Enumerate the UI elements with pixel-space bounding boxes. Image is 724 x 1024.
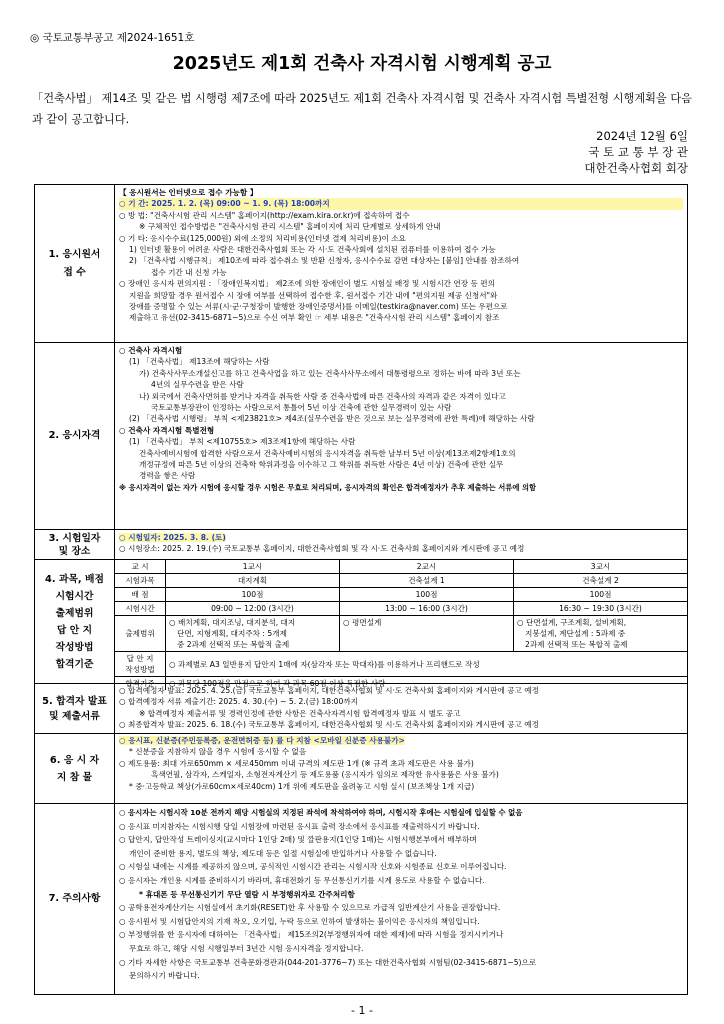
label-line: 합격기준 (55, 658, 94, 670)
line: 제출하고 유선(02-3415-6871~5)으로 수신 여부 확인 ☞ 세부 내용은 "건축사시험 관리 시스템" 홈페이지 참조 (129, 313, 500, 323)
line: 1) 인터넷 활용이 어려운 사람은 대한건축사협회 또는 각 시·도 건축사회에 설치된 컴퓨터를 이용하여 접수 가능 (129, 245, 496, 255)
range-line: 지붕설계, 계단설계 : 5과제 중 (525, 629, 626, 638)
line: 경력을 쌓은 사람 (139, 471, 196, 481)
line: ○ 응시표 미지참자는 시험시행 당일 시험장에 마련된 응시표 출력 장소에서 응시표를 재출력하시기 바랍니다. (119, 821, 480, 831)
line: 지원을 희망할 경우 원서접수 시 장애 여부를 선택하여 접수한 후, 원서접수 기간 내에 "편의지원 제공 신청서"와 (129, 290, 498, 300)
label-line: 접 수 (63, 266, 86, 278)
line: ○ 건축사 자격시험 특별전형 (119, 425, 215, 435)
section-label (35, 530, 115, 559)
line: 【 응시원서는 인터넷으로 접수 가능함 】 (119, 188, 258, 197)
col-2: 2교시 (339, 560, 513, 573)
line: ○ 응시자는 시험시작 10분 전까지 해당 시험실의 지정된 좌석에 착석하여야 하며, 시험시작 후에는 시험실에 입실할 수 없음 (119, 808, 523, 817)
label-line: 5. 합격자 발표 (42, 695, 107, 707)
id-required-text: ○ 응시표, 신분증(주민등록증, 운전면허증 등) 를 다 지참 <모바일 신분증 사용불가> (119, 736, 405, 745)
line: ○ 응시원서 및 시험답안지의 기재 착오, 오기입, 누락 등으로 인하여 발생하는 불이익은 응시자의 책임입니다. (119, 916, 480, 926)
subject-3: 건축설계 2 (513, 573, 687, 587)
subject-grid (115, 560, 687, 688)
exam-plan-table (34, 184, 688, 995)
section-label (35, 684, 115, 733)
eligibility-warning: ※ 응시자격이 없는 자가 시험에 응시할 경우 시험은 무효로 처리되며, 응시자격의 확인은 합격예정자가 추후 제출하는 서류에 의함 (119, 482, 537, 492)
line: * 중·고등학교 책상(가로60cm×세로40cm) 1개 위에 제도판을 올려놓고 시험 실시 (보조책상 1개 지급) (129, 781, 475, 791)
line: 문의하시기 바랍니다. (129, 971, 200, 981)
section-announcement (35, 683, 687, 733)
page-title: 2025년도 제1회 건축사 자격시험 시행계획 공고 (172, 54, 552, 74)
line: ○ 공학용전자계산기는 시험실에서 초기화(RESET)한 후 사용할 수 있으므로 가급적 일반계산기 사용을 권장합니다. (119, 903, 501, 913)
time-3: 16:30 ~ 19:30 (3시간) (513, 601, 687, 615)
label-line: 및 장소 (58, 545, 91, 557)
label-line: 4. 과목, 배점 (45, 573, 104, 585)
time-2: 13:00 ~ 16:00 (3시간) (339, 601, 513, 615)
line: ○ 답안지, 답안작성 트레이싱지(교시마다 1인당 2매) 및 깔판용지(1인당 1매)는 시험시행본부에서 배부하며 (119, 835, 477, 845)
line: 4년의 실무수련을 받은 사람 (151, 380, 244, 390)
label-line: 작성방법 (55, 641, 94, 653)
col-3: 3교시 (513, 560, 687, 573)
application-period: ○ 기 간: 2025. 1. 2. (목) 09:00 ~ 1. 9. (목) 18:00까지 (119, 198, 683, 209)
page-number: - 1 - (351, 1004, 373, 1017)
range-line: ○ 배치계획, 대지조닝, 대지분석, 대지 (169, 618, 296, 627)
line: 2) 「건축사법 시행규칙」 제10조에 따라 접수취소 및 반환 신청자, 응시수수료 감면 대상자는 [붙임] 안내를 참조하여 (129, 256, 520, 266)
label-line: 3. 시험일자 (48, 532, 101, 544)
section-label (35, 734, 115, 803)
time-1: 09:00 ~ 12:00 (3시간) (165, 601, 339, 615)
issuer-association: 대한건축사협회 회장 (584, 161, 688, 175)
line: 개정규정에 따른 5년 이상의 건축학 학위과정을 이수하고 그 학위를 취득한 사람은 4년 이상) 건축에 관한 실무 (139, 460, 504, 470)
header-score: 배 점 (115, 587, 165, 601)
line: 나) 외국에서 건축사면허를 받거나 자격을 취득한 사람 중 건축사법에 따른 건축사의 자격과 같은 자격이 있다고 (139, 391, 506, 401)
label-line: 지 참 물 (56, 771, 93, 783)
answer-label-line: 작성방법 (125, 665, 155, 674)
line: ○ 기 타: 응시수수료(125,000원) 외에 소정의 처리비용(인터넷 결제 처리비용)이 소요 (119, 233, 406, 243)
header-answer (115, 651, 165, 676)
section-items (35, 733, 687, 803)
label-line: 6. 응 시 자 (49, 754, 100, 766)
score-1: 100점 (165, 587, 339, 601)
line: ○ 건축사 자격시험 (119, 346, 183, 355)
range-3 (513, 615, 687, 651)
exam-date-text: ○ 시험일자: 2025. 3. 8. (토) (119, 533, 226, 542)
header-range: 출제범위 (115, 615, 165, 651)
score-3: 100점 (513, 587, 687, 601)
notice-number: ◎ 국토교통부공고 제2024-1651호 (30, 32, 195, 44)
header-time: 시험시간 (115, 601, 165, 615)
section-content (115, 734, 687, 803)
label-line: 시험시간 (55, 590, 94, 602)
section-label (35, 560, 115, 683)
line: ○ 시험장소: 2025. 2. 19.(수) 국토교통부 홈페이지, 대한건축사협회 및 각 시·도 건축사회 홈페이지와 게시판에 공고 예정 (119, 544, 525, 554)
subject-1: 대지계획 (165, 573, 339, 587)
line: 무효로 하고, 해당 시험 시행일부터 3년간 시험 응시자격을 정지합니다. (129, 943, 364, 953)
range-line: 중 2과제 선택적 또는 복합적 출제 (177, 640, 290, 649)
range-line: 2과제 선택적 또는 복합적 출제 (525, 640, 628, 649)
header-subject: 시험과목 (115, 573, 165, 587)
line: ※ 합격예정자 제출서류 및 경력인정에 관한 사항은 건축사자격시험 합격예정자 발표 시 별도 공고 (139, 708, 461, 718)
section-content (115, 185, 687, 342)
range-line: ○ 평면설계 (343, 618, 382, 627)
intro-paragraph: 「건축사법」 제14조 및 같은 법 시행령 제7조에 따라 2025년도 제1회 건축사 자격시험 및 건축사 자격시험 특별전형 시행계획을 다음과 같이 공고합니다. (32, 92, 692, 126)
label-line: 답 안 지 (56, 624, 93, 636)
line: * 신분증을 지참하지 않을 경우 시험에 응시할 수 없음 (129, 747, 307, 757)
section-application (35, 185, 687, 342)
section-eligibility (35, 342, 687, 529)
line: 가) 건축사사무소개설신고를 하고 건축사업을 하고 있는 건축사사무소에서 대통령령으로 정하는 바에 따라 3년 또는 (139, 368, 521, 378)
issuer-ministry: 국 토 교 통 부 장 관 (588, 145, 688, 159)
answer-label-line: 답 안 지 (126, 654, 154, 663)
range-1 (165, 615, 339, 651)
line: ○ 합격예정자 발표: 2025. 4. 25.(금) 국토교통부 홈페이지, 대한건축사협회 및 시·도 건축사회 홈페이지와 게시판에 공고 예정 (119, 686, 539, 695)
id-required (119, 735, 683, 746)
issue-block (584, 128, 688, 176)
section-label (35, 185, 115, 342)
line: 접수 기간 내 신청 가능 (151, 267, 227, 277)
line: ○ 기타 자세한 사항은 국토교통부 건축문화경관과(044-201-3776~7) 또는 대한건축사협회 시험팀(02-3415-6871~5)으로 (119, 957, 537, 967)
line: (1) 「건축사법」 제13조에 해당하는 사람 (129, 357, 270, 367)
line: ○ 응시자는 개인용 시계를 준비하시기 바라며, 휴대전화기 등 무선통신기기를 시계 용도로 사용할 수 없습니다. (119, 875, 485, 885)
section-exam-date (35, 529, 687, 559)
score-2: 100점 (339, 587, 513, 601)
section-content (115, 343, 687, 529)
line: ○ 부정행위를 한 응시자에 대하여는 「건축사법」 제15조의2(부정행위자에 대한 제재)에 따라 시험을 정지시키거나 (119, 930, 504, 940)
label-line: 출제범위 (55, 607, 94, 619)
line: ○ 제도용품: 최대 가로650mm × 세로450mm 이내 규격의 제도판 1개 (※ 규격 초과 제도판은 사용 불가) (119, 758, 474, 768)
line: ○ 최종합격자 발표: 2025. 6. 18.(수) 국토교통부 홈페이지, 대한건축사협회 및 시·도 건축사회 홈페이지와 게시판에 공고 예정 (119, 720, 539, 730)
line: ○ 장애인 응시자 편의지원 : 「장애인복지법」 제2조에 의한 장애인이 별도 시험실 배정 및 시험시간 연장 등 편의 (119, 279, 495, 289)
line: (1) 「건축사법」 부칙 <제10755호> 제3조제1항에 해당하는 사람 (129, 437, 356, 447)
section-cautions (35, 803, 687, 994)
line: 개인이 준비한 용지, 별도의 책상, 제도대 등은 일절 시험실에 반입하거나 사용할 수 없습니다. (129, 848, 437, 858)
range-line: ○ 단면설계, 구조계획, 설비계획, (517, 618, 627, 627)
line: 흑색연필, 삼각자, 스케일자, 소형전자계산기 등 제도용품 (응시자가 임의로 제작한 유사용품은 사용 불가) (151, 770, 499, 780)
section-subjects (35, 559, 687, 688)
header-class: 교 시 (131, 562, 149, 571)
section-content (115, 804, 687, 994)
section-label: 2. 응시자격 (35, 343, 115, 529)
line: ○ 합격예정자 서류 제출기간: 2025. 4. 30.(수) ~ 5. 2.(금) 18:00까지 (119, 697, 359, 707)
section-label: 7. 주의사항 (35, 804, 115, 994)
line: 장애를 증명할 수 있는 서류(시·군·구청장이 발행한 장애인증명서)를 이메일(testkira@naver.com) 또는 우편으로 (129, 302, 508, 312)
header-pass: 합격기준 (115, 676, 165, 690)
exam-date (119, 532, 683, 543)
issue-date: 2024년 12월 6일 (596, 129, 688, 143)
line: 국토교통부장관이 인정하는 사람으로서 통틀어 5년 이상 건축에 관한 실무경력이 있는 사람 (151, 403, 452, 413)
line: 건축사예비시험에 합격한 사람으로서 건축사예비시험의 응시자격을 취득한 날부터 5년 이상(제13조제2항제1호의 (139, 448, 516, 458)
col-1: 1교시 (165, 560, 339, 573)
line: (2) 「건축사법 시행령」 부칙 <제23821호> 제4조(실무수련을 받은 것으로 보는 실무경력에 관한 특례)에 해당하는 사람 (129, 414, 535, 424)
pass-criteria: ○ 과목당 100점을 만점으로 하여 각 과목 60점 이상 득점한 사람 (165, 676, 687, 690)
line: ○ 방 법: "건축사시험 관리 시스템" 홈페이지(http://exam.kira.or.kr)에 접속하여 접수 (119, 210, 410, 220)
label-line: 1. 응시원서 (48, 248, 101, 260)
section-content (115, 684, 687, 733)
answer-method: ○ 과제별로 A3 일반용지 답안지 1매에 자(삼각자 또는 막대자)를 이용하거나 프리핸드로 작성 (165, 651, 687, 676)
line: ○ 시험실 내에는 시계를 제공하지 않으며, 공식적인 시험시간 관리는 시험시작 신호와 시험종료 신호로 이루어집니다. (119, 862, 507, 872)
label-line: 및 제출서류 (49, 710, 100, 722)
range-2 (339, 615, 513, 651)
line: ※ 구체적인 접수방법은 "건축사시험 관리 시스템" 홈페이지에 처리 단계별로 상세하게 안내 (139, 222, 441, 232)
line: * 휴대폰 등 무선통신기기 무단 열람 시 부정행위자로 간주처리함 (139, 889, 355, 899)
section-content (115, 530, 687, 559)
subject-2: 건축설계 1 (339, 573, 513, 587)
range-line: 단면, 지형계획, 대지주차 : 5개제 (177, 629, 287, 638)
